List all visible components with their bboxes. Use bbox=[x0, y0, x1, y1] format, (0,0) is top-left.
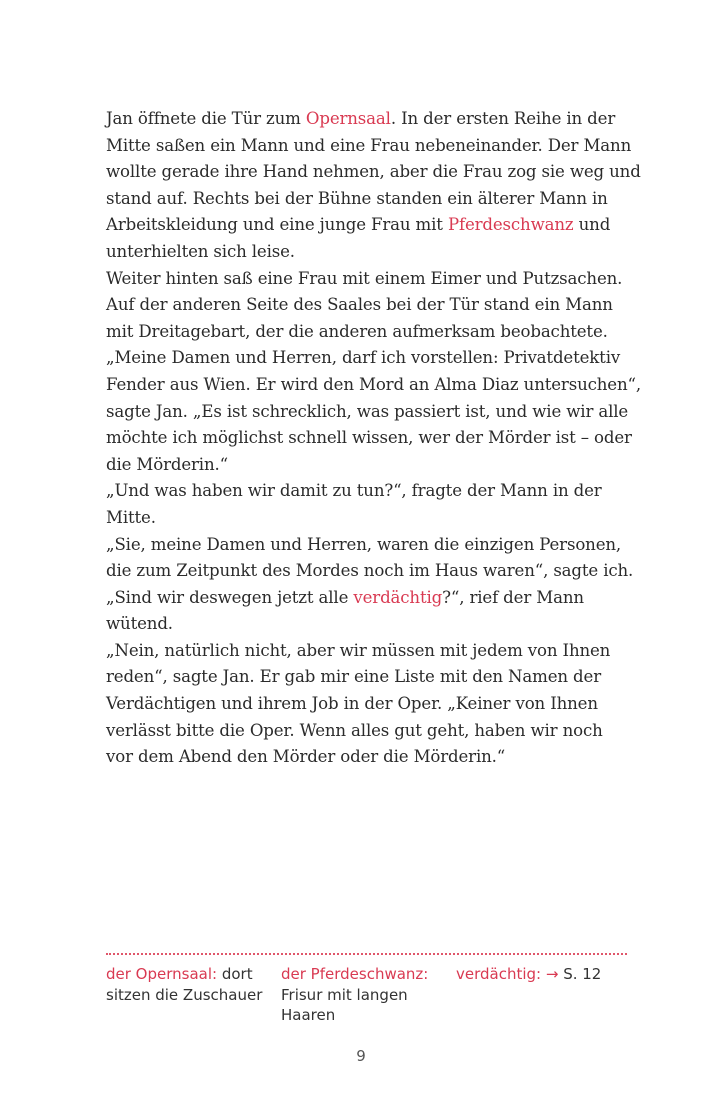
glossary-definition: S. 12 bbox=[558, 965, 602, 983]
story-line: Jan öffnete die Tür zum Opernsaal. In der ersten Reihe in der bbox=[106, 109, 616, 128]
highlighted-term-pferdeschwanz: Pferdeschwanz bbox=[447, 215, 574, 235]
story-line: Mitte saßen ein Mann und eine Frau nebeneinander. Der Mann bbox=[106, 135, 632, 155]
story-line: „Meine Damen und Herren, darf ich vorstellen: Privatdetektiv bbox=[106, 348, 621, 368]
glossary-term: der Pferdeschwanz: bbox=[281, 965, 429, 983]
story-line: verlässt bitte die Oper. Wenn alles gut geht, haben wir noch bbox=[106, 720, 603, 740]
story-line: vor dem Abend den Mörder oder die Mörderin.“ bbox=[106, 747, 506, 767]
story-line: „Sie, meine Damen und Herren, waren die einzigen Personen, bbox=[106, 534, 622, 554]
story-line: „Sind wir deswegen jetzt alle verdächtig?“, rief der Mann bbox=[106, 587, 584, 607]
story-line: Mitte. bbox=[106, 507, 156, 527]
story-line: Weiter hinten saß eine Frau mit einem Eimer und Putzsachen. bbox=[106, 268, 623, 288]
story-line: wollte gerade ihre Hand nehmen, aber die Frau zog sie weg und bbox=[106, 162, 641, 182]
glossary-term: der Opernsaal: bbox=[106, 965, 218, 983]
story-line: mit Dreitagebart, der die anderen aufmerksam beobachtete. bbox=[106, 321, 608, 341]
story-line: Arbeitskleidung und eine junge Frau mit Pferdeschwanz und bbox=[106, 215, 611, 235]
glossary-entry-verdaechtig bbox=[456, 964, 636, 985]
story-line: wütend. bbox=[106, 614, 173, 634]
story-line: Fender aus Wien. Er wird den Mord an Alma Diaz untersuchen“, bbox=[106, 374, 641, 394]
glossary-entry-opernsaal bbox=[106, 964, 276, 1005]
glossary-divider bbox=[106, 953, 627, 955]
story-line: Auf der anderen Seite des Saales bei der Tür stand ein Mann bbox=[106, 295, 613, 315]
glossary-term: verdächtig: → bbox=[456, 965, 559, 983]
story-line: sagte Jan. „Es ist schrecklich, was passiert ist, und wie wir alle bbox=[106, 401, 629, 421]
story-line: „Nein, natürlich nicht, aber wir müssen mit jedem von Ihnen bbox=[106, 640, 611, 660]
story-line: unterhielten sich leise. bbox=[106, 241, 295, 261]
story-line: reden“, sagte Jan. Er gab mir eine Liste mit den Namen der bbox=[106, 667, 601, 687]
story-text bbox=[106, 106, 641, 771]
glossary-entry-pferdeschwanz bbox=[281, 964, 451, 1026]
story-line: Verdächtigen und ihrem Job in der Oper. „Keiner von Ihnen bbox=[106, 694, 598, 714]
page-number: 9 bbox=[356, 1047, 366, 1065]
story-line: möchte ich möglichst schnell wissen, wer der Mörder ist – oder bbox=[106, 428, 632, 448]
highlighted-term-verdaechtig: verdächtig bbox=[353, 587, 443, 607]
glossary-definition: Frisur mit langen Haaren bbox=[281, 985, 408, 1024]
story-line: die Mörderin.“ bbox=[106, 454, 228, 474]
glossary-definition: dort sitzen die Zuschauer bbox=[106, 965, 263, 1004]
story-line: die zum Zeitpunkt des Mordes noch im Haus waren“, sagte ich. bbox=[106, 561, 634, 581]
highlighted-term-opernsaal: Opernsaal bbox=[305, 109, 391, 128]
story-line: „Und was haben wir damit zu tun?“, fragte der Mann in der bbox=[106, 481, 602, 501]
story-line: stand auf. Rechts bei der Bühne standen ein älterer Mann in bbox=[106, 188, 608, 208]
